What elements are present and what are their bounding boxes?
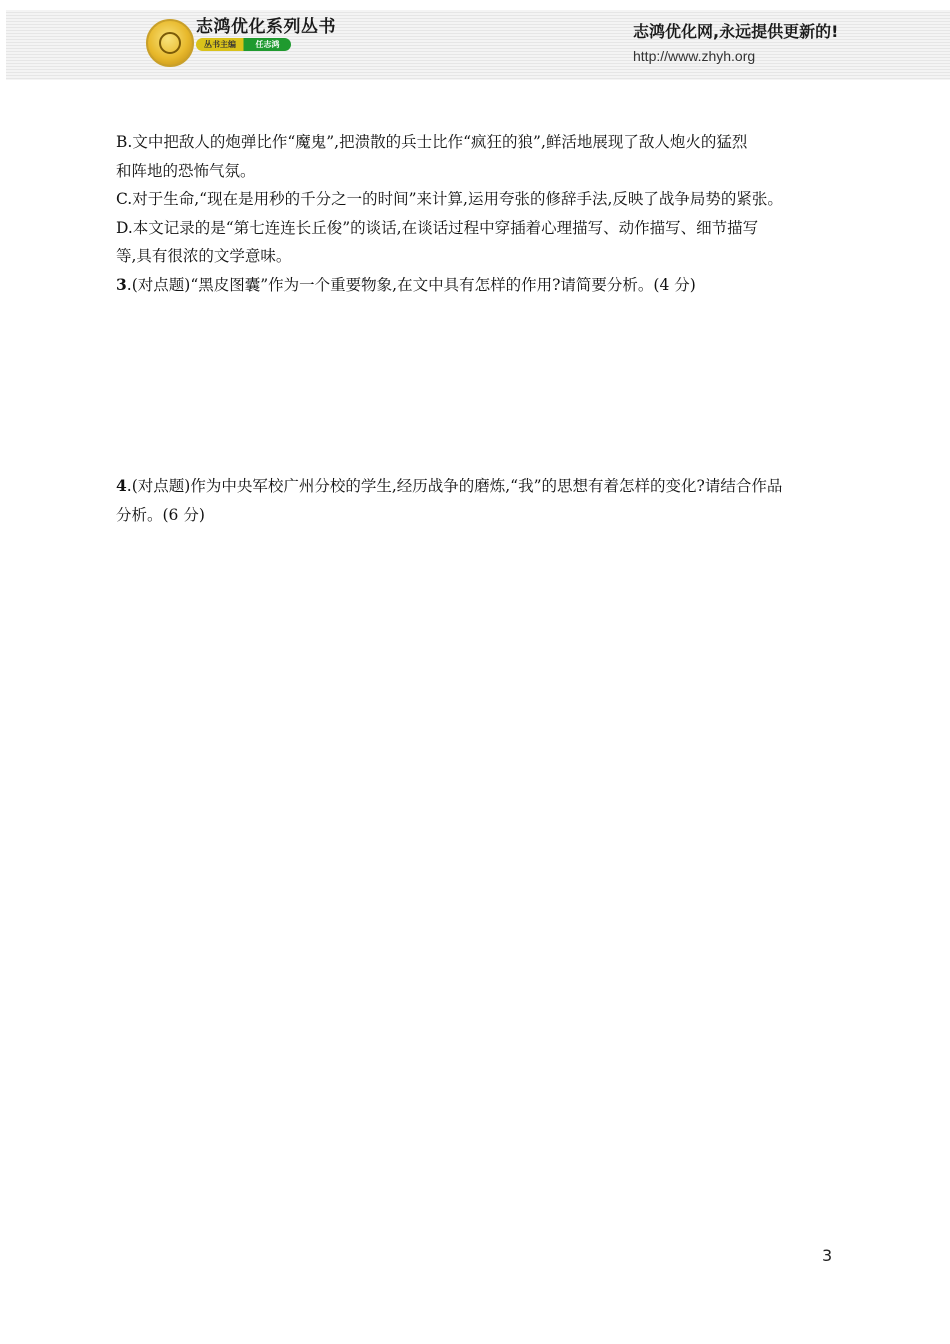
question-4-text-line-2: 分析。(6 分)	[116, 505, 205, 524]
option-b-line-2: 和阵地的恐怖气氛。	[116, 161, 256, 180]
site-slogan: 志鸿优化网,永远提供更新的!	[633, 22, 839, 41]
question-4	[116, 472, 836, 501]
question-4-number: 4	[116, 476, 127, 495]
question-3-text: .(对点题)“黑皮图囊”作为一个重要物象,在文中具有怎样的作用?请简要分析。(4 分)	[126, 275, 696, 294]
question-3	[116, 271, 836, 300]
option-d-line-1: D.本文记录的是“第七连连长丘俊”的谈话,在谈话过程中穿插着心理描写、动作描写、细节描写	[116, 218, 759, 237]
question-4-text-line-1: .(对点题)作为中央军校广州分校的学生,经历战争的磨炼,“我”的思想有着怎样的变化?请结合作品	[126, 477, 783, 495]
editor-label: 丛书主编	[204, 40, 236, 49]
question-content	[116, 128, 836, 299]
option-d-line-2: 等,具有很浓的文学意味。	[116, 247, 292, 265]
question-3-number: 3	[116, 274, 127, 294]
option-b-line-1: B.文中把敌人的炮弹比作“魔鬼”,把溃散的兵士比作“疯狂的狼”,鲜活地展现了敌人炮火的猛烈	[116, 133, 748, 151]
site-url[interactable]: http://www.zhyh.org	[633, 48, 756, 64]
editor-name: 任志鸿	[255, 40, 280, 49]
series-title: 志鸿优化系列丛书	[196, 17, 336, 37]
question-4-block	[116, 472, 836, 529]
page-number: 3	[822, 1246, 833, 1265]
option-c-line-1: C.对于生命,“现在是用秒的千分之一的时间”来计算,运用夸张的修辞手法,反映了战争局势的紧张。	[116, 190, 783, 208]
publisher-logo-icon	[146, 19, 194, 67]
